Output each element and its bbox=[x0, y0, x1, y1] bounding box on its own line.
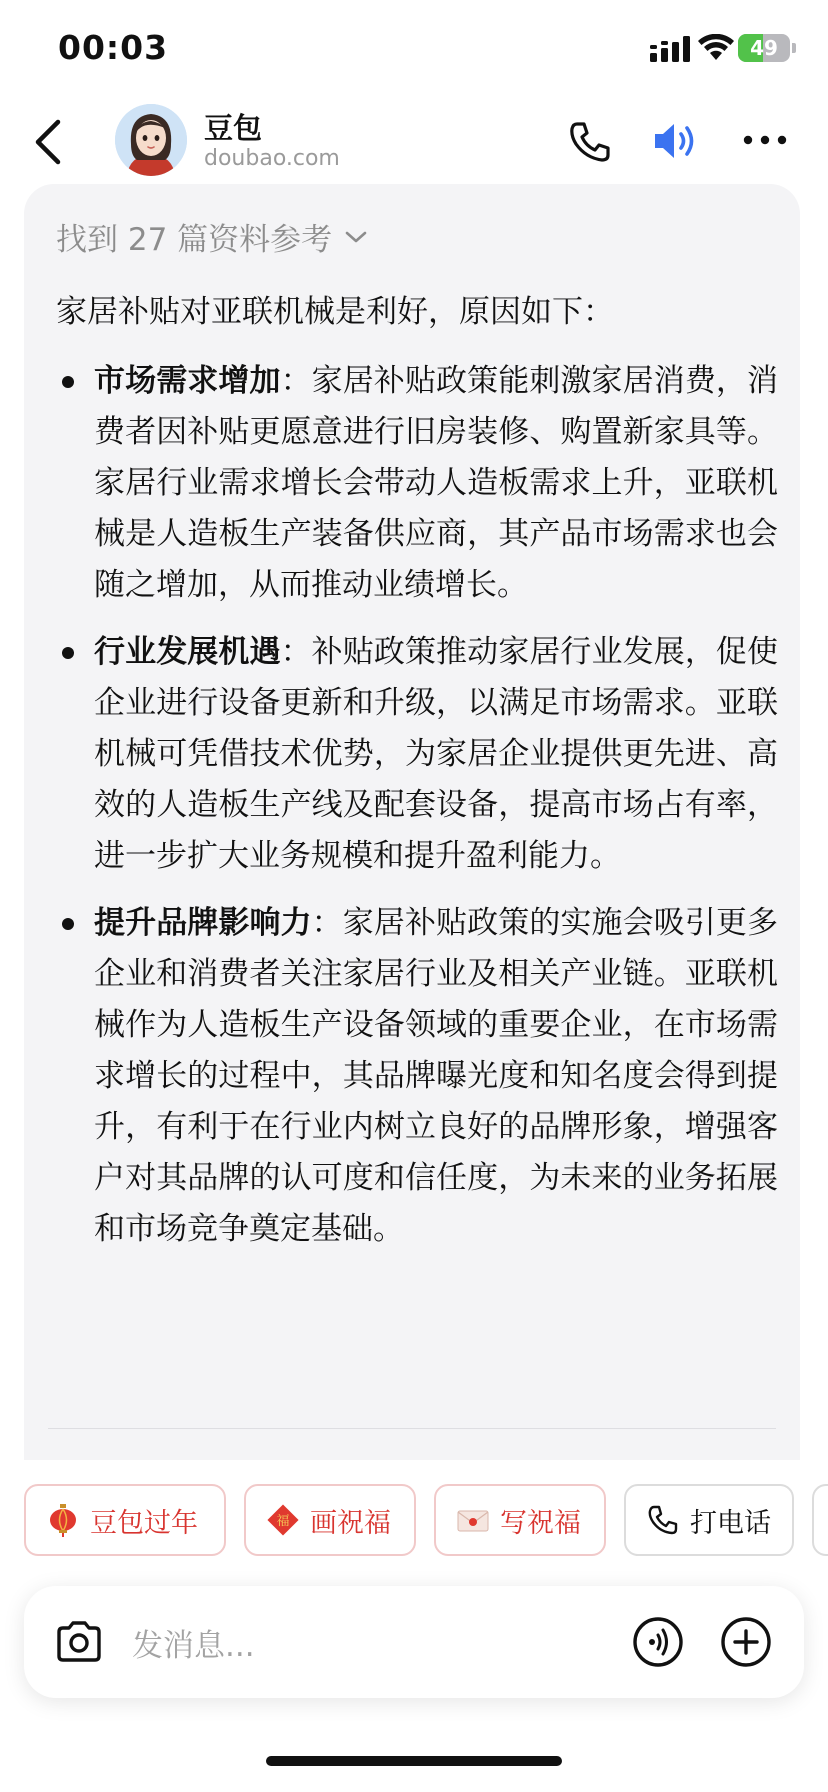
message-input[interactable]: 发消息... bbox=[132, 1628, 255, 1664]
chip-draw-blessing[interactable] bbox=[244, 1484, 416, 1556]
references-toggle[interactable] bbox=[56, 214, 368, 259]
camera-icon[interactable] bbox=[54, 1618, 104, 1664]
battery-icon bbox=[738, 34, 790, 62]
back-icon[interactable] bbox=[30, 118, 66, 166]
message-input-bar bbox=[24, 1586, 804, 1698]
chip-write-blessing[interactable] bbox=[434, 1484, 606, 1556]
avatar[interactable] bbox=[115, 104, 187, 176]
signal-icon bbox=[650, 36, 692, 62]
bot-site: doubao.com bbox=[204, 146, 340, 171]
chip-label: 画祝福 bbox=[310, 1507, 391, 1539]
chip-overflow[interactable] bbox=[812, 1484, 828, 1556]
answer-intro: 家居补贴对亚联机械是利好，原因如下： bbox=[56, 294, 614, 330]
chip-call[interactable] bbox=[624, 1484, 794, 1556]
references-label: 找到 27 篇资料参考 bbox=[56, 222, 333, 258]
phone-icon bbox=[646, 1503, 680, 1537]
svg-text:福: 福 bbox=[276, 1514, 290, 1529]
wifi-icon bbox=[698, 34, 734, 62]
point-title: 行业发展机遇 bbox=[94, 634, 281, 670]
chip-label: 打电话 bbox=[690, 1507, 771, 1539]
chip-label: 豆包过年 bbox=[90, 1507, 198, 1539]
point-title: 市场需求增加 bbox=[94, 363, 281, 399]
chevron-down-icon bbox=[344, 229, 368, 245]
answer-point bbox=[56, 356, 778, 611]
answer-points bbox=[56, 356, 778, 1271]
answer-point bbox=[56, 898, 778, 1255]
speaker-icon[interactable] bbox=[652, 118, 702, 164]
more-icon[interactable] bbox=[742, 126, 788, 154]
phone-icon[interactable] bbox=[568, 120, 612, 164]
card-divider bbox=[48, 1428, 776, 1429]
answer-point bbox=[56, 627, 778, 882]
chat-header bbox=[0, 98, 828, 184]
home-indicator bbox=[266, 1756, 562, 1766]
answer-card bbox=[24, 184, 800, 1460]
bot-name: 豆包 bbox=[204, 111, 263, 145]
envelope-icon bbox=[456, 1503, 490, 1537]
suggestion-chips bbox=[0, 1478, 828, 1558]
status-time: 00:03 bbox=[58, 28, 169, 67]
voice-icon[interactable] bbox=[632, 1616, 684, 1668]
fu-icon bbox=[266, 1503, 300, 1537]
point-text: ：家居补贴政策的实施会吸引更多企业和消费者关注家居行业及相关产业链。亚联机械作为人造板生产设备领域的重要企业，在市场需求增长的过程中，其品牌曝光度和知名度会得到提升，有利于在行业内树立良好的品牌形象，增强客户对其品牌的认可度和信任度，为未来的业务拓展和市场竞争奠定基础。 bbox=[94, 905, 779, 1247]
chip-doubao-new-year[interactable] bbox=[24, 1484, 226, 1556]
lantern-icon bbox=[46, 1503, 80, 1537]
point-text: ：补贴政策推动家居行业发展，促使企业进行设备更新和升级，以满足市场需求。亚联机械可凭借技术优势，为家居企业提供更先进、高效的人造板生产线及配套设备，提高市场占有率，进一步扩大业务规模和提升盈利能力。 bbox=[94, 634, 779, 874]
point-text: ：家居补贴政策能刺激家居消费，消费者因补贴更愿意进行旧房装修、购置新家具等。家居行业需求增长会带动人造板需求上升，亚联机械是人造板生产装备供应商，其产品市场需求也会随之增加，从而推动业绩增长。 bbox=[94, 363, 779, 603]
battery-tip bbox=[792, 43, 796, 53]
chip-label: 写祝福 bbox=[500, 1507, 581, 1539]
battery-percent: 49 bbox=[750, 36, 778, 60]
plus-icon[interactable] bbox=[720, 1616, 772, 1668]
point-title: 提升品牌影响力 bbox=[94, 905, 312, 941]
status-bar bbox=[0, 0, 828, 98]
